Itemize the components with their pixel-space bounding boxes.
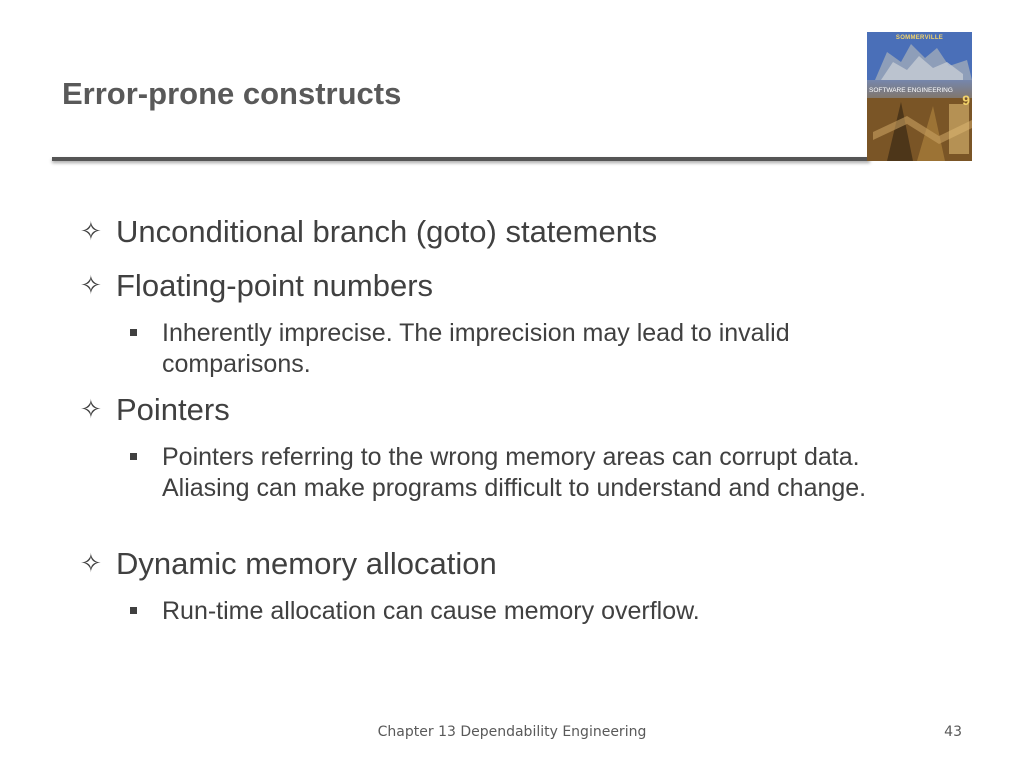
four-point-star-icon: ✧ — [80, 270, 102, 300]
bullet-floating-point — [80, 268, 433, 304]
book-cover-author: SOMMERVILLE — [895, 35, 944, 41]
title-divider — [52, 157, 870, 161]
bullet-goto-statements — [80, 214, 657, 250]
sub-bullet-floating-point — [130, 318, 890, 380]
square-bullet-icon — [130, 607, 137, 614]
bullet-text: Pointers — [116, 392, 230, 427]
sub-bullet-text: Inherently imprecise. The imprecision may lead to invalid comparisons. — [162, 319, 790, 378]
sub-bullet-text: Run-time allocation can cause memory overflow. — [162, 597, 700, 625]
footer-page-number: 43 — [944, 724, 962, 740]
book-cover-edition: 9 — [962, 92, 970, 108]
four-point-star-icon: ✧ — [80, 394, 102, 424]
square-bullet-icon — [130, 329, 137, 336]
bullet-text: Unconditional branch (goto) statements — [116, 214, 658, 249]
bullet-text: Floating-point numbers — [116, 268, 434, 303]
book-cover-image — [867, 32, 972, 161]
sub-bullet-pointers — [130, 442, 890, 504]
square-bullet-icon — [130, 453, 137, 460]
bullet-pointers — [80, 392, 230, 428]
slide-title: Error-prone constructs — [62, 76, 402, 111]
book-cover-art — [867, 32, 972, 161]
bullet-text: Dynamic memory allocation — [116, 546, 497, 581]
bullet-dynamic-memory — [80, 546, 497, 582]
footer-chapter: Chapter 13 Dependability Engineering — [377, 724, 647, 740]
book-cover-title: SOFTWARE ENGINEERING — [869, 87, 953, 94]
four-point-star-icon: ✧ — [80, 548, 102, 578]
sub-bullet-text: Pointers referring to the wrong memory areas can corrupt data. Aliasing can make programs difficult to understand and change. — [162, 443, 867, 502]
four-point-star-icon: ✧ — [80, 216, 102, 246]
sub-bullet-dynamic-memory — [130, 596, 890, 627]
